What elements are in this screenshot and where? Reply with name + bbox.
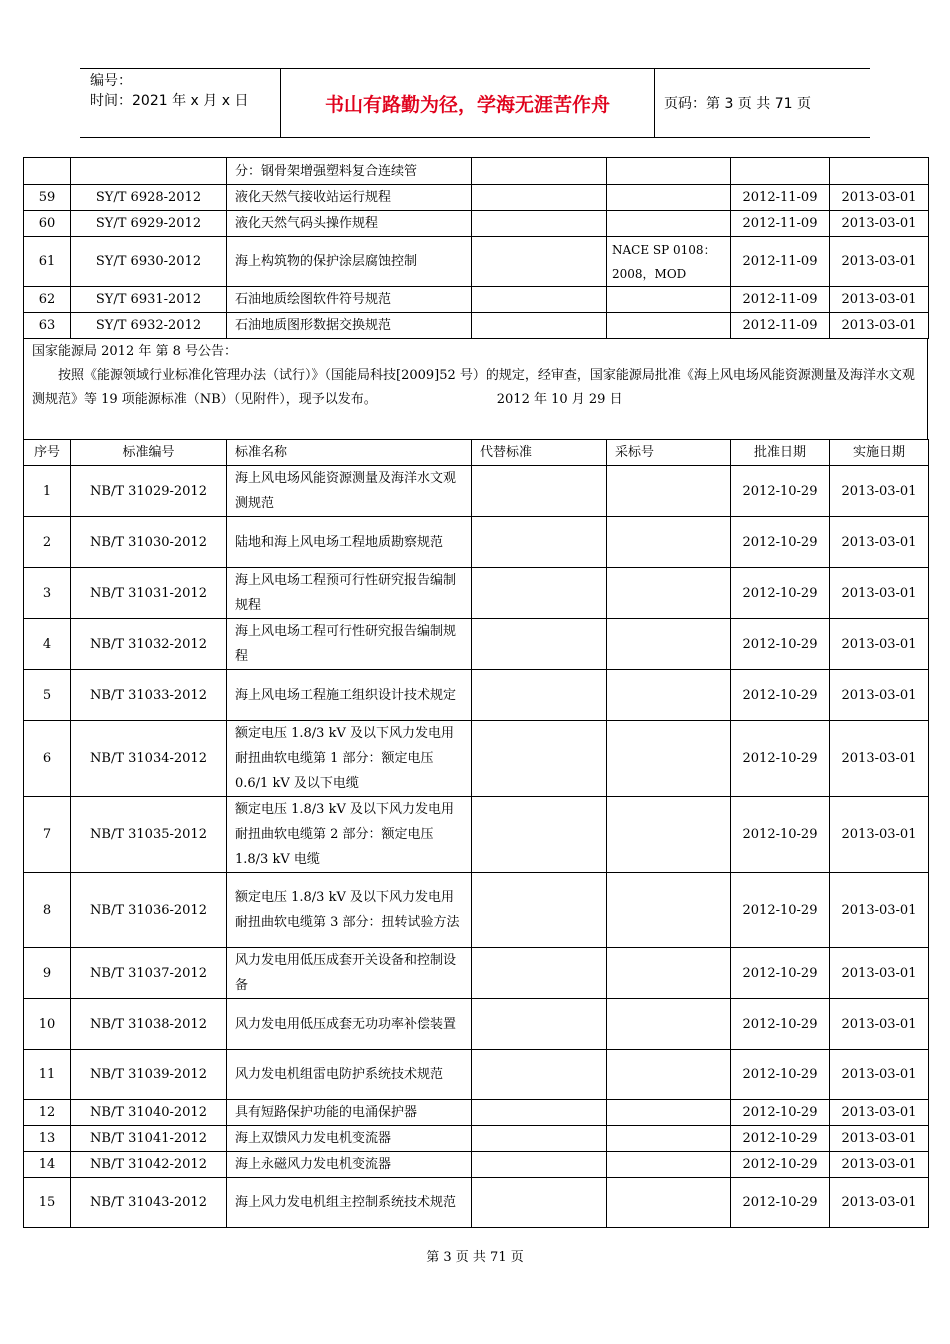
cell-approved: 2012-10-29 (731, 1126, 830, 1152)
cell-no: 13 (24, 1126, 71, 1152)
cell-code: NB/T 31042-2012 (71, 1152, 227, 1178)
table-row (24, 1152, 929, 1178)
cell-adopts (607, 873, 731, 948)
cell-effective: 2013-03-01 (830, 873, 929, 948)
cell-replaces (472, 999, 607, 1050)
cell-name: 陆地和海上风电场工程地质勘察规范 (227, 517, 472, 568)
cell-approved: 2012-10-29 (731, 1050, 830, 1100)
cell-replaces (472, 721, 607, 797)
notice-title: 国家能源局 2012 年 第 8 号公告： (32, 344, 238, 359)
table-row (24, 568, 929, 619)
cell-effective: 2013-03-01 (830, 797, 929, 873)
cell-adopts (607, 517, 731, 568)
cell-effective: 2013-03-01 (830, 1126, 929, 1152)
cell-approved: 2012-10-29 (731, 1178, 830, 1228)
cell-replaces (472, 185, 607, 211)
cell-effective: 2013-03-01 (830, 619, 929, 670)
cell-code: NB/T 31032-2012 (71, 619, 227, 670)
cell-effective: 2013-03-01 (830, 999, 929, 1050)
cell-name: 海上永磁风力发电机变流器 (227, 1152, 472, 1178)
cell-approved: 2012-10-29 (731, 873, 830, 948)
table-row (24, 797, 929, 873)
cell-adopts (607, 185, 731, 211)
cell-adopts (607, 721, 731, 797)
cell-code: NB/T 31039-2012 (71, 1050, 227, 1100)
cell-no: 14 (24, 1152, 71, 1178)
table-row (24, 1100, 929, 1126)
table-row (24, 1050, 929, 1100)
notice-date: 2012 年 10 月 29 日 (496, 392, 623, 407)
notice-body: 按照《能源领域行业标准化管理办法（试行）》（国能局科技[2009]52 号）的规定，经审查，国家能源局批准《海上风电场风能资源测量及海洋水文观测规范》等 19 项能源标准（NB）（见附件），现予以发布。 (32, 368, 915, 407)
cell-code: NB/T 31043-2012 (71, 1178, 227, 1228)
cell-replaces (472, 1100, 607, 1126)
notice-block (23, 338, 928, 439)
cell-effective: 2013-03-01 (830, 1100, 929, 1126)
cell-replaces (472, 1178, 607, 1228)
cell-replaces (472, 1152, 607, 1178)
cell-adopts (607, 1126, 731, 1152)
cell-adopts (607, 999, 731, 1050)
cell-code: NB/T 31035-2012 (71, 797, 227, 873)
table-row (24, 873, 929, 948)
cell-code: NB/T 31030-2012 (71, 517, 227, 568)
cell-no: 63 (24, 313, 71, 339)
table-row (24, 185, 929, 211)
cell-replaces (472, 1126, 607, 1152)
cell-approved: 2012-10-29 (731, 721, 830, 797)
column-header: 实施日期 (830, 440, 929, 466)
cell-approved: 2012-10-29 (731, 1100, 830, 1126)
cell-adopts (607, 619, 731, 670)
cell-adopts (607, 287, 731, 313)
cell-effective: 2013-03-01 (830, 721, 929, 797)
cell-adopts (607, 466, 731, 517)
cell-adopts (607, 797, 731, 873)
page-header (80, 68, 870, 138)
cell-no: 7 (24, 797, 71, 873)
cell-adopts (607, 1050, 731, 1100)
cell-approved: 2012-10-29 (731, 797, 830, 873)
cell-code: SY/T 6929-2012 (71, 211, 227, 237)
cell-no: 12 (24, 1100, 71, 1126)
cell-name: 液化天然气码头操作规程 (227, 211, 472, 237)
cell-effective: 2013-03-01 (830, 185, 929, 211)
cell-no: 62 (24, 287, 71, 313)
cell-code: NB/T 31038-2012 (71, 999, 227, 1050)
time-label: 时间：2021 年 x 月 x 日 (90, 93, 249, 109)
cell-no: 4 (24, 619, 71, 670)
cell-approved: 2012-11-09 (731, 287, 830, 313)
cell-replaces (472, 466, 607, 517)
cell-effective: 2013-03-01 (830, 568, 929, 619)
cell-replaces (472, 517, 607, 568)
cell-code: NB/T 31033-2012 (71, 670, 227, 721)
cell-no: 59 (24, 185, 71, 211)
column-header: 代替标准 (472, 440, 607, 466)
cell-adopts: NACE SP 0108：2008，MOD (607, 237, 731, 287)
cell-effective: 2013-03-01 (830, 1152, 929, 1178)
cell-approved: 2012-10-29 (731, 619, 830, 670)
table-row (24, 313, 929, 339)
column-header: 采标号 (607, 440, 731, 466)
cell-approved: 2012-11-09 (731, 185, 830, 211)
cell-name: 海上风电场工程施工组织设计技术规定 (227, 670, 472, 721)
cell-code: NB/T 31037-2012 (71, 948, 227, 999)
cell-approved: 2012-10-29 (731, 999, 830, 1050)
table-row (24, 517, 929, 568)
column-header: 序号 (24, 440, 71, 466)
cell-code: NB/T 31041-2012 (71, 1126, 227, 1152)
cell-code: NB/T 31036-2012 (71, 873, 227, 948)
cell-approved: 2012-11-09 (731, 211, 830, 237)
standards-table-nb (23, 439, 929, 1228)
cell-code: NB/T 31040-2012 (71, 1100, 227, 1126)
cell-name: 风力发电用低压成套开关设备和控制设备 (227, 948, 472, 999)
column-header: 标准名称 (227, 440, 472, 466)
cell-approved: 2012-10-29 (731, 670, 830, 721)
table-row (24, 211, 929, 237)
cell-no: 3 (24, 568, 71, 619)
cell-no: 5 (24, 670, 71, 721)
cell-replaces (472, 797, 607, 873)
cell-name: 额定电压 1.8/3 kV 及以下风力发电用耐扭曲软电缆第 3 部分：扭转试验方法 (227, 873, 472, 948)
cell-approved: 2012-11-09 (731, 237, 830, 287)
table-header-row (24, 440, 929, 466)
table-row (24, 619, 929, 670)
cell-effective: 2013-03-01 (830, 313, 929, 339)
cell-replaces (472, 873, 607, 948)
cell-replaces (472, 948, 607, 999)
cell-effective: 2013-03-01 (830, 287, 929, 313)
table-row (24, 466, 929, 517)
cell-adopts (607, 568, 731, 619)
cell-name: 海上风电场工程预可行性研究报告编制规程 (227, 568, 472, 619)
cell-replaces (472, 1050, 607, 1100)
cell-effective: 2013-03-01 (830, 211, 929, 237)
cell-code: NB/T 31029-2012 (71, 466, 227, 517)
cell-name: 风力发电机组雷电防护系统技术规范 (227, 1050, 472, 1100)
cell-no: 2 (24, 517, 71, 568)
table-row (24, 721, 929, 797)
cell-name: 石油地质图形数据交换规范 (227, 313, 472, 339)
cell-replaces (472, 287, 607, 313)
cell-replaces (472, 619, 607, 670)
cell-effective: 2013-03-01 (830, 1178, 929, 1228)
cell-no: 9 (24, 948, 71, 999)
cell-approved: 2012-10-29 (731, 517, 830, 568)
cell-replaces (472, 237, 607, 287)
cell-approved: 2012-10-29 (731, 1152, 830, 1178)
cell-no: 6 (24, 721, 71, 797)
cell-code: SY/T 6931-2012 (71, 287, 227, 313)
cell-code: NB/T 31034-2012 (71, 721, 227, 797)
cell-effective: 2013-03-01 (830, 948, 929, 999)
cell-replaces (472, 211, 607, 237)
table-row (24, 287, 929, 313)
cell-code: NB/T 31031-2012 (71, 568, 227, 619)
cell-replaces (472, 568, 607, 619)
cell-name: 具有短路保护功能的电涌保护器 (227, 1100, 472, 1126)
cell-no: 1 (24, 466, 71, 517)
cell-adopts (607, 1100, 731, 1126)
cell-name: 风力发电用低压成套无功功率补偿装置 (227, 999, 472, 1050)
cell-name: 海上风电场工程可行性研究报告编制规程 (227, 619, 472, 670)
table-row (24, 670, 929, 721)
cell-adopts (607, 1178, 731, 1228)
table-row (24, 999, 929, 1050)
table-row (24, 158, 929, 185)
cell-code: SY/T 6932-2012 (71, 313, 227, 339)
cell-approved: 2012-10-29 (731, 568, 830, 619)
cell-name: 海上构筑物的保护涂层腐蚀控制 (227, 237, 472, 287)
table-row (24, 948, 929, 999)
cell-name: 分：钢骨架增强塑料复合连续管 (227, 158, 472, 185)
cell-approved: 2012-10-29 (731, 466, 830, 517)
cell-adopts (607, 211, 731, 237)
cell-name: 额定电压 1.8/3 kV 及以下风力发电用耐扭曲软电缆第 1 部分：额定电压 0.6/1 kV 及以下电缆 (227, 721, 472, 797)
cell-name: 海上风电场风能资源测量及海洋水文观测规范 (227, 466, 472, 517)
cell-approved: 2012-10-29 (731, 948, 830, 999)
column-header: 标准编号 (71, 440, 227, 466)
cell-name: 额定电压 1.8/3 kV 及以下风力发电用耐扭曲软电缆第 2 部分：额定电压 1.8/3 kV 电缆 (227, 797, 472, 873)
cell-adopts (607, 948, 731, 999)
cell-adopts (607, 1152, 731, 1178)
cell-name: 海上风力发电机组主控制系统技术规范 (227, 1178, 472, 1228)
table-row (24, 1178, 929, 1228)
cell-effective: 2013-03-01 (830, 517, 929, 568)
cell-no: 60 (24, 211, 71, 237)
cell-effective: 2013-03-01 (830, 237, 929, 287)
page-footer: 第 3 页 共 71 页 (426, 1250, 524, 1265)
column-header: 批准日期 (731, 440, 830, 466)
standards-table-sy (23, 157, 929, 339)
cell-effective: 2013-03-01 (830, 466, 929, 517)
cell-code: SY/T 6930-2012 (71, 237, 227, 287)
cell-no: 15 (24, 1178, 71, 1228)
code-label: 编号： (90, 73, 132, 89)
header-page-label: 页码：第 3 页 共 71 页 (664, 96, 811, 112)
cell-no: 10 (24, 999, 71, 1050)
cell-no: 8 (24, 873, 71, 948)
cell-effective: 2013-03-01 (830, 1050, 929, 1100)
cell-adopts (607, 670, 731, 721)
cell-adopts (607, 313, 731, 339)
cell-no: 61 (24, 237, 71, 287)
cell-code: SY/T 6928-2012 (71, 185, 227, 211)
cell-replaces (472, 670, 607, 721)
cell-no: 11 (24, 1050, 71, 1100)
header-meta (80, 69, 281, 137)
header-motto: 书山有路勤为径，学海无涯苦作舟 (281, 69, 655, 137)
cell-name: 海上双馈风力发电机变流器 (227, 1126, 472, 1152)
cell-approved: 2012-11-09 (731, 313, 830, 339)
cell-name: 石油地质绘图软件符号规范 (227, 287, 472, 313)
cell-effective: 2013-03-01 (830, 670, 929, 721)
table-row (24, 1126, 929, 1152)
cell-name: 液化天然气接收站运行规程 (227, 185, 472, 211)
cell-replaces (472, 313, 607, 339)
table-row (24, 237, 929, 287)
